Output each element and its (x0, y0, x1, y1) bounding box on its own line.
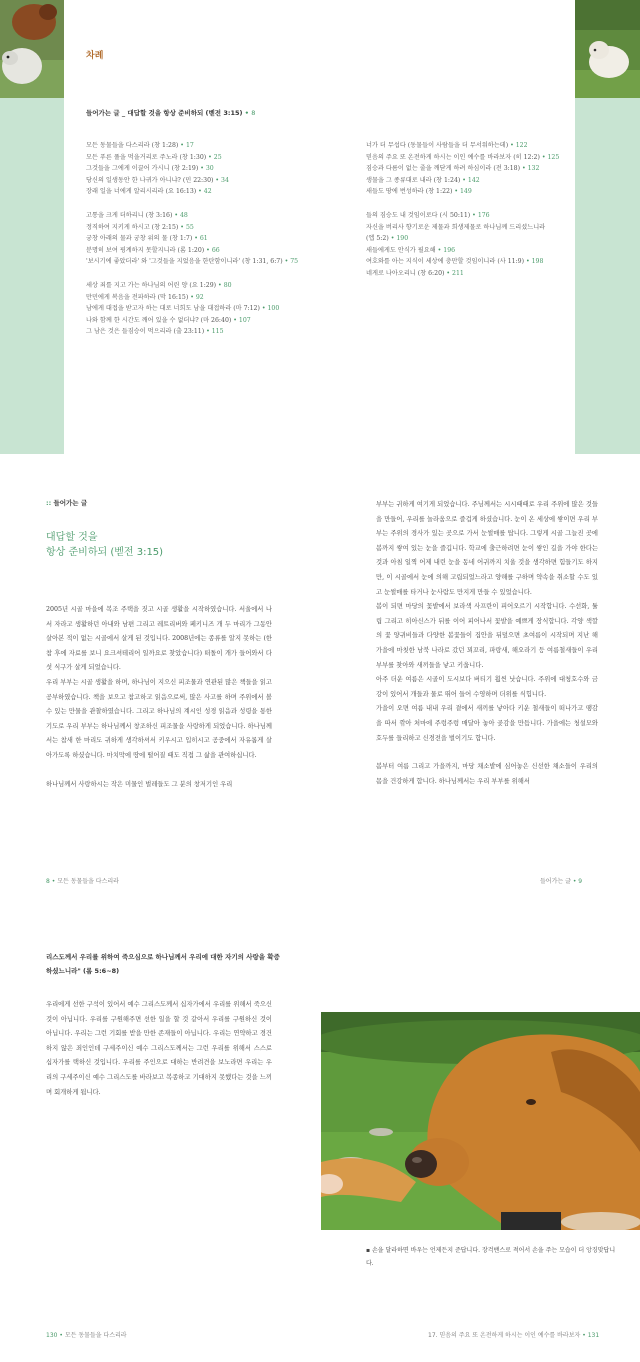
toc-entry-title: 생물을 그 종류대로 내라 (창 1:24) (366, 176, 461, 184)
bullet-separator: • (178, 142, 186, 149)
toc-intro (86, 108, 255, 117)
toc-entry-title: 새들도 땅에 번성하라 (창 1:22) (366, 188, 453, 196)
bullet-separator: • (259, 305, 268, 313)
section-label: 들어가는 글 (53, 499, 88, 507)
toc-intro-text: 들어가는 글 _ 대답할 것을 항상 준비하되 (벧전 3:15) (86, 109, 243, 117)
toc-entry-page: 75 (290, 258, 299, 266)
bullet-separator: • (188, 293, 196, 301)
toc-entry-page: 66 (211, 246, 220, 254)
bullet-separator: • (452, 188, 460, 196)
bullet-separator: • (444, 269, 453, 277)
toc-entry-title: 남에게 대접을 받고자 하는 대로 너희도 남을 대접하라 (마 7:12) (86, 305, 260, 313)
folio-page-8 (46, 876, 119, 885)
running-title: 모든 동물들을 다스리라 (64, 1332, 127, 1339)
toc-entry-title: (엡 5:2) (366, 235, 389, 243)
toc-entry-title: 그 남은 것은 들짐승이 먹으리라 (출 23:11) (86, 328, 205, 336)
toc-entry[interactable] (366, 210, 606, 222)
toc-entry-title: 분명히 보여 핑계하지 못할지니라 (롬 1:20) (86, 246, 205, 254)
toc-title: 차례 (86, 51, 104, 61)
dog-photo-right (575, 0, 640, 98)
toc-entry-page: 190 (396, 235, 409, 243)
bullet-separator: • (204, 246, 212, 254)
toc-entry-page: 30 (205, 165, 214, 173)
toc-spacer (86, 268, 326, 280)
toc-entry-page: 196 (443, 246, 456, 254)
toc-entry[interactable] (366, 175, 606, 187)
paragraph: 우리에게 선한 구석이 있어서 예수 그리스도께서 십자가에서 우리를 위해서 죽으신 것이 아닙니다. 우리를 구원해주면 선한 일을 할 것 같아서 우리를 구원하신 것이 아닙니다. 우리는 그런 기회를 받을 만한 존재들이 아닙니다. 우리는 연약하고 경건하지 않은 죄인인데 구세주이신 예수 그리스도께서는 그런 우리를 위해서 스스로 십자가를 택하신 것입니다. 우리를 주인으로 대하는 반려견을 보노라면 우리는 우리의 구세주이신 예수 그리스도를 바라보고 복종하고 기대하지 못했다는 것을 느끼며 회개하게 됩니다. (46, 1001, 272, 1096)
chapter-title-line1: 대답할 것을 (46, 532, 98, 543)
toc-entry-title: 나와 함께 한 시간도 깨어 있을 수 없더냐? (마 26:40) (86, 316, 232, 324)
toc-list-left (86, 140, 326, 338)
bullet-separator: • (508, 142, 516, 149)
toc-entry-page: 125 (547, 153, 560, 161)
bullet-separator: • (51, 878, 58, 885)
page-number: 9 (578, 878, 583, 885)
toc-entry-title: 고통을 크게 더하리니 (창 3:16) (86, 211, 173, 219)
toc-entry-title: 세상 죄를 지고 가는 하나님의 어린 양 (요 1:29) (86, 281, 217, 289)
bullet-separator: • (59, 1332, 65, 1339)
chapter-title-line2: 항상 준비하되 (벧전 3:15) (46, 547, 164, 558)
golden-retriever-photo (321, 1012, 640, 1230)
page-130-body (46, 998, 272, 1100)
toc-entry[interactable] (86, 292, 326, 304)
toc-entry-page: 115 (211, 328, 224, 336)
toc-entry-page: 25 (213, 153, 222, 161)
bullet-separator: • (172, 211, 180, 219)
toc-entry[interactable] (366, 256, 606, 268)
paragraph: 가을이 오면 여름 내내 우리 곁에서 새끼를 낳아다 키운 철새들이 떠나가고 땡감을 따서 깎아 처마에 주렁주렁 매달아 놓아 곶감을 만듭니다. 가을에는 청설모와 호두를 들리하고 신경전을 벌이기도 합니다. (376, 705, 598, 742)
toc-entry-page: 48 (179, 211, 188, 219)
bullet-separator: • (460, 176, 468, 184)
toc-entry-page: 42 (203, 188, 212, 196)
paragraph: 우리 부부는 시골 생활을 하며, 하나님이 지으신 피조물과 연관된 많은 책들을 읽고 공부하였습니다. 책을 보으고 참고하고 읽음으로써, 많은 사고를 하며 주위에서 볼 수 있는 만물을 관찰하였습니다. 그리고 하나님의 계시인 성경 읽음과 성령을 통한 기도로 우리 부부는 하나님께서 창조하신 피조물을 사랑하게 되었습니다. 하나님께서는 참새 한 마리도 귀하게 생각하셔서 키우시고 입히시고 공중에서 자유롭게 살아가도록 하셨습니다. 마치막에 땅에 떨어질 때도 직접 그 삶을 관여하십니다. (46, 678, 272, 759)
toc-entry-title: 짐승과 다름이 없는 줄을 깨닫게 하려 하심이라 (전 3:18) (366, 165, 520, 173)
bullet-separator: • (520, 165, 528, 173)
toc-entry-title: 장래 일을 너에게 알리시리라 (요 16:13) (86, 188, 197, 196)
bullet-separator: • (216, 281, 224, 289)
running-title: 17. 믿음의 주요 또 온전하게 하시는 이인 예수를 바라보자 (428, 1332, 581, 1339)
toc-entry-page: 61 (199, 235, 208, 243)
toc-entry-page: 122 (515, 142, 528, 149)
toc-entry[interactable] (366, 245, 606, 257)
toc-entry-page: 211 (452, 269, 464, 277)
toc-entry-page: 55 (185, 223, 194, 231)
bullet-separator: • (582, 1332, 588, 1339)
toc-entry[interactable] (86, 280, 326, 292)
bullet-separator: • (196, 188, 204, 196)
toc-entry[interactable] (366, 186, 606, 198)
toc-entry-title: 모든 푸른 풀을 먹을거리로 주노라 (창 1:30) (86, 153, 207, 161)
section-mark: :: (46, 499, 52, 507)
toc-entry-title: 궁창 아래의 물과 궁창 위의 물 (창 1:7) (86, 235, 193, 243)
toc-entry-title: 네게로 나아오리니 (창 6:20) (366, 269, 445, 277)
paragraph: 봄이 되면 마당의 꽃밭에서 보라색 사프란이 피어오르기 시작합니다. 수선화, 튤립 그리고 히아신스가 뒤를 이어 피어나서 꽃밭을 예쁘게 장식합니다. 각양 색깔의 꽃 양귀비들과 다양한 봄꽃들이 집안을 뒤덮으면 초여름이 시작되며 지난 해 가을에 마칫한 남북 나라로 갔던 꾀꼬리, 파랑새, 해오라기 등 여름철새들이 우리 부부를 찾아와 새끼들을 낳고 키웁니다. (376, 603, 598, 669)
toc-entry-title: '보시기에 좋았더라' 와 '그것들을 지었음을 한탄함이니라' (창 1:31, 6:7) (86, 258, 283, 266)
bullet-separator: • (470, 211, 478, 219)
toc-entry-title: 정직하여 지키게 하시고 (창 2:15) (86, 223, 179, 231)
toc-entry-title: 들의 짐승도 내 것임이로다 (시 50:11) (366, 211, 471, 219)
dogs-photo-left (0, 0, 64, 98)
bullet-separator: • (204, 328, 212, 336)
toc-entry[interactable] (86, 303, 326, 315)
toc-entry[interactable] (86, 233, 326, 245)
page-number: 130 (46, 1332, 58, 1339)
toc-entry[interactable] (366, 140, 606, 152)
toc-entry-page: 80 (223, 281, 232, 289)
toc-entry-page: 34 (221, 176, 229, 184)
mint-band-left (0, 98, 64, 454)
toc-entry-title: 그것들을 그에게 이끌어 가시니 (창 2:19) (86, 165, 199, 173)
paragraph: 봄부터 여름 그리고 가을까지, 마당 채소밭에 심어놓은 신선한 채소들이 우리의 몸을 건강하게 합니다. 하나님께서는 우리 부부를 위해서 (376, 763, 598, 785)
bullet-separator: • (213, 176, 222, 184)
toc-entry-title: 자신을 버리사 향기로운 제물과 희생제물로 하나님께 드리셨느니라 (366, 223, 546, 231)
bullet-separator: • (282, 258, 291, 266)
bullet-separator: • (435, 246, 444, 254)
bullet-separator: • (198, 165, 206, 173)
toc-list-right (366, 140, 606, 280)
toc-entry-page: 142 (467, 176, 480, 184)
bullet-separator: • (572, 878, 579, 885)
paragraph: 부부는 귀하게 여기게 되었습니다. 주님께서는 시시때때로 우리 주위에 많은 것들을 만들어, 우리를 놀라움으로 즐겁게 하셨습니다. 눈이 온 세상에 쌓이면 우리 부부는 주위의 경사가 있는 곳으로 가서 눈썰매를 탑니다. 그렇게 시골 그늘진 곳에 봄까지 쌓여 있는 눈을 즐깁니다. 학교에 출근하려면 눈이 쌓인 길을 가야 한다는 것과 아침 일찍 어제 내린 눈을 동네 어귀까지 치울 것을 생각하면 힘들기도 하지만, 이 시골에서 눈에 의해 고립되었느라고 양해를 구하며 약속을 취소할 수도 있고 눈썰매를 타거나 눈사람도 만지게 만들 수 있었습니다. (376, 501, 598, 596)
toc-entry[interactable] (86, 315, 326, 327)
chapter-title (46, 530, 163, 560)
toc-entry-title: 여호와를 아는 지식이 세상에 충만할 것임이니라 (사 11:9) (366, 258, 525, 266)
toc-intro-page: 8 (251, 109, 256, 117)
toc-entry-title: 만민에게 복음을 전파하라 (막 16:15) (86, 293, 189, 301)
toc-entry-page: 149 (459, 188, 472, 196)
bullet-separator: • (192, 235, 200, 243)
paragraph: 아주 더운 여름은 시골이 도시보다 버티기 훨씬 낫습니다. 주위에 대청호수와 금강이 있어서 개들과 물로 뛰어 들어 수영하며 더위를 식힙니다. (376, 676, 598, 698)
bullet-separator: • (539, 153, 548, 161)
toc-entry[interactable] (86, 163, 326, 175)
folio-page-9 (540, 876, 582, 885)
toc-entry-title: 당신의 일생동안 한 나귀가 아니냐? (민 22:30) (86, 176, 214, 184)
toc-entry[interactable] (86, 245, 326, 257)
toc-entry[interactable] (366, 268, 606, 280)
scripture-quote: 리스도께서 우리를 위하여 죽으심으로 하나님께서 우리에 대한 자기의 사랑을 확증하셨느니라" (롬 5:6~8) (46, 953, 280, 975)
photo-caption: ▪ 손을 달라하면 바우는 언제든지 준답니다. 장걱밴스로 적어서 손을 주는 모습이 더 앙징맞답니다. (366, 1247, 616, 1267)
toc-entry-page: 107 (238, 316, 251, 324)
toc-entry[interactable] (366, 163, 606, 175)
toc-entry[interactable] (86, 175, 326, 187)
bullet-separator: • (231, 316, 239, 324)
toc-entry-page: 198 (531, 258, 544, 266)
page-8-body (46, 603, 272, 792)
toc-entry[interactable] (86, 222, 326, 234)
bullet-separator: • (524, 258, 532, 266)
toc-entry-title: 너가 더 무섭다 (동물들이 사람들을 더 무서워하는데) (366, 142, 509, 149)
toc-entry[interactable] (366, 233, 606, 245)
toc-entry[interactable] (86, 256, 326, 268)
bullet-separator: • (206, 153, 214, 161)
toc-entry[interactable] (86, 210, 326, 222)
toc-entry-page: 100 (267, 305, 280, 313)
toc-entry-page: 176 (477, 211, 490, 219)
toc-entry-page: 17 (185, 142, 194, 149)
page-number: 131 (587, 1332, 600, 1339)
bullet-separator: • (244, 109, 252, 117)
toc-entry[interactable] (366, 222, 606, 234)
toc-entry[interactable] (86, 152, 326, 164)
toc-entry-page: 92 (195, 293, 204, 301)
toc-entry[interactable] (86, 326, 326, 338)
bullet-separator: • (388, 235, 397, 243)
folio-page-130 (46, 1330, 127, 1339)
toc-spacer (86, 198, 326, 210)
paragraph: 하나님께서 사랑하시는 작은 미물인 벌레들도 그 분의 창저기인 우리 (46, 780, 233, 788)
toc-spacer (366, 198, 606, 210)
page-number: 8 (46, 878, 50, 885)
running-title: 들어가는 글 (540, 878, 571, 885)
toc-entry[interactable] (86, 186, 326, 198)
toc-entry-title: 믿음의 주요 또 온전하게 하시는 이인 예수를 바라보자 (히 12:2) (366, 153, 540, 161)
section-heading (46, 498, 87, 507)
toc-entry-title: 모든 동물들을 다스리라 (창 1:28) (86, 142, 179, 149)
folio-page-131 (428, 1330, 599, 1339)
toc-entry-page: 132 (527, 165, 540, 173)
bullet-separator: • (178, 223, 186, 231)
page-9-body (376, 498, 598, 789)
paragraph: 2005년 시골 마을에 복조 주택을 짓고 시골 생활을 시작하였습니다. 서울에서 나서 자라고 생활하던 아내와 남편 그리고 레트리버와 페키니즈 개 두 마리가 그동안 살아본 적이 없는 시골에서 살게 된 것입니다. 2008년에는 종류를 알지 못하는 (한참 후에 자료를 보니 요크셔테리어 일까요로 찾았습니다) 떠돌이 개가 들어와서 다섯 식구가 살게 되었습니다. (46, 606, 272, 672)
toc-entry-title: 새들에게도 안식가 필요해 (366, 246, 436, 254)
running-title: 모든 동물들을 다스리라 (57, 878, 119, 885)
toc-entry[interactable] (86, 140, 326, 152)
toc-entry[interactable] (366, 152, 606, 164)
